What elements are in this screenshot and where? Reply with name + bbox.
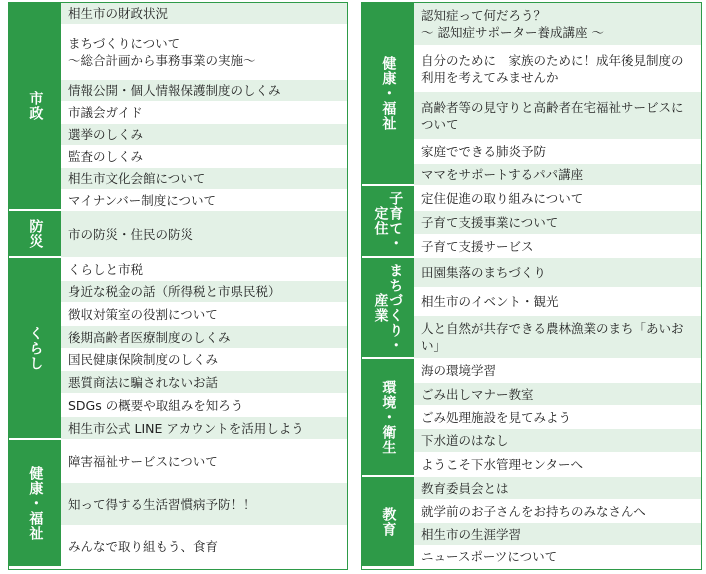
list-item: 教育委員会とは (414, 477, 701, 500)
category-label-part: 産業 (372, 292, 389, 323)
list-item: 知って得する生活習慣病予防！！ (61, 483, 347, 526)
list-item: 高齢者等の見守りと高齢者在宅福祉サービスについて (414, 92, 701, 140)
category-label: 環境・衛生 (362, 359, 414, 477)
list-item: ごみ処理施設を見てみよう (414, 406, 701, 429)
category-label: 防災 (9, 211, 61, 258)
list-item: まちづくりについて ～総合計画から事務事業の実施～ (61, 25, 347, 80)
list-item: 身近な税金の話（所得税と市県民税） (61, 281, 347, 303)
list-item: くらしと市税 (61, 258, 347, 281)
list-item: 市議会ガイド (61, 102, 347, 124)
list-item: 子育て支援サービス (414, 235, 701, 258)
list-item: 認知症って何だろう？ ～ 認知症サポーター養成講座 ～ (414, 3, 701, 46)
list-item: SDGs の概要や取組みを知ろう (61, 394, 347, 417)
category-label: 定住 子育て・ (362, 186, 414, 258)
list-item: ごみ出しマナー教室 (414, 383, 701, 406)
list-item: 田園集落のまちづくり (414, 258, 701, 288)
category-group-machizukuri-sangyou (362, 258, 701, 359)
list-item: 子育て支援事業について (414, 211, 701, 235)
list-item: 後期高齢者医療制度のしくみ (61, 326, 347, 349)
list-item: 人と自然が共存できる農林漁業のまち「あいおい」 (414, 316, 701, 359)
category-label: 健康・福祉 (9, 440, 61, 568)
list-item: 悪質商法に騙されないお話 (61, 371, 347, 394)
list-item: 相生市の生涯学習 (414, 523, 701, 546)
category-group-bousai (9, 211, 347, 258)
list-item: みんなで取り組もう、食育 (61, 526, 347, 568)
list-item: 相生市の財政状況 (61, 3, 347, 25)
list-item: 定住促進の取り組みについて (414, 186, 701, 211)
list-item: ようこそ下水管理センターへ (414, 453, 701, 477)
category-group-kankyou-eisei (362, 359, 701, 477)
list-item: 障害福祉サービスについて (61, 440, 347, 483)
list-item: 監査のしくみ (61, 146, 347, 168)
list-item: 徴収対策室の役割について (61, 303, 347, 326)
list-item: ママをサポートするパパ講座 (414, 164, 701, 186)
list-item: 情報公開・個人情報保護制度のしくみ (61, 80, 347, 102)
list-item: 相生市のイベント・観光 (414, 288, 701, 316)
list-item: 海の環境学習 (414, 359, 701, 383)
category-label-part: 定住 (372, 206, 389, 236)
category-group-kenkou-fukushi (9, 440, 347, 568)
list-item: 国民健康保険制度のしくみ (61, 349, 347, 371)
right-topic-table (361, 2, 702, 570)
category-group-kurashi (9, 258, 347, 440)
category-label: 産業 まちづくり・ (362, 258, 414, 359)
list-item: マイナンバー制度について (61, 190, 347, 211)
category-group-kenkou-fukushi-2 (362, 3, 701, 186)
list-item: 下水道のはなし (414, 429, 701, 453)
category-label: 教育 (362, 477, 414, 568)
list-item: 相生市文化会館について (61, 168, 347, 190)
list-item: ニュースポーツについて (414, 546, 701, 568)
category-group-shisei (9, 3, 347, 211)
category-label: くらし (9, 258, 61, 440)
list-item: 自分のために 家族のために！成年後見制度の利用を考えてみませんか (414, 46, 701, 92)
category-group-kosodate-teijuu (362, 186, 701, 258)
list-item: 家庭でできる肺炎予防 (414, 140, 701, 164)
list-item: 就学前のお子さんをお持ちのみなさんへ (414, 500, 701, 523)
list-item: 選挙のしくみ (61, 124, 347, 146)
list-item: 市の防災・住民の防災 (61, 211, 347, 258)
category-label: 健康・福祉 (362, 3, 414, 186)
left-topic-table (8, 2, 348, 570)
list-item: 相生市公式 LINE アカウントを活用しよう (61, 417, 347, 440)
category-group-kyouiku (362, 477, 701, 568)
category-label: 市政 (9, 3, 61, 211)
